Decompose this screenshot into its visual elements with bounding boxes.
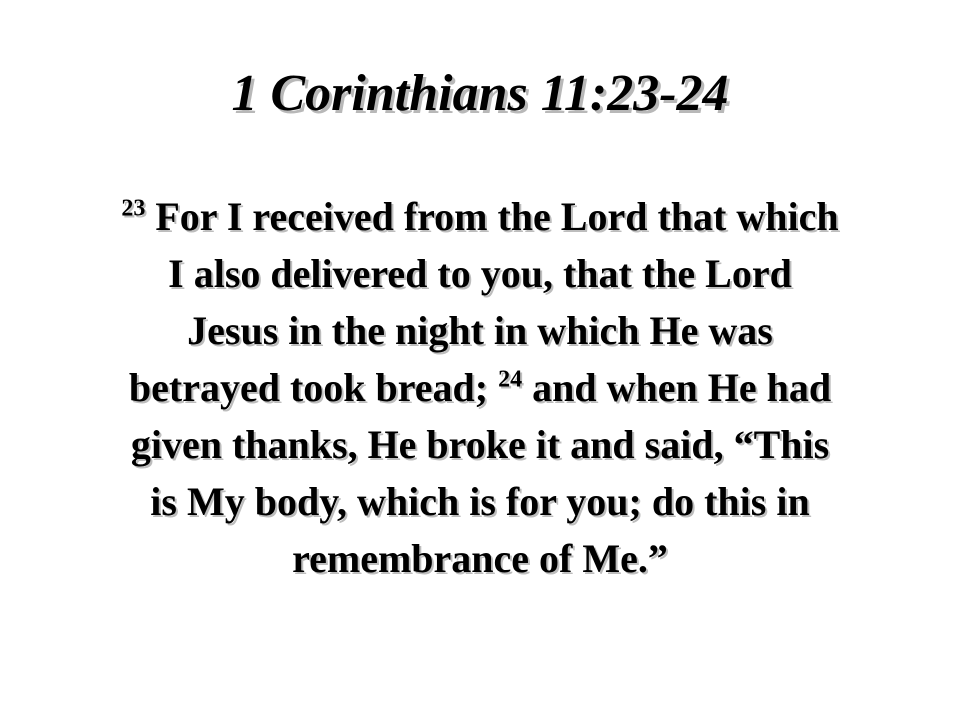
passage-text: is My body, which is for you; do this in	[150, 479, 810, 524]
slide-title: 1 Corinthians 11:23-24	[231, 65, 729, 122]
passage-line	[70, 416, 890, 473]
verse-number: 23	[121, 195, 146, 222]
passage-text: remembrance of Me.”	[292, 536, 668, 581]
verse-number: 24	[498, 366, 523, 393]
passage-text: and when He had	[522, 365, 832, 410]
passage-line	[70, 245, 890, 302]
passage-line	[70, 302, 890, 359]
passage-text: I also delivered to you, that the Lord	[168, 251, 792, 296]
passage-text: given thanks, He broke it and said, “This	[130, 422, 830, 467]
scripture-passage	[70, 188, 890, 587]
passage-text: For I received from the Lord that which	[145, 194, 839, 239]
passage-line	[70, 359, 890, 416]
passage-text: Jesus in the night in which He was	[187, 308, 773, 353]
passage-line	[70, 188, 890, 245]
passage-line	[70, 473, 890, 530]
passage-line	[70, 530, 890, 587]
passage-text: betrayed took bread;	[128, 365, 499, 410]
